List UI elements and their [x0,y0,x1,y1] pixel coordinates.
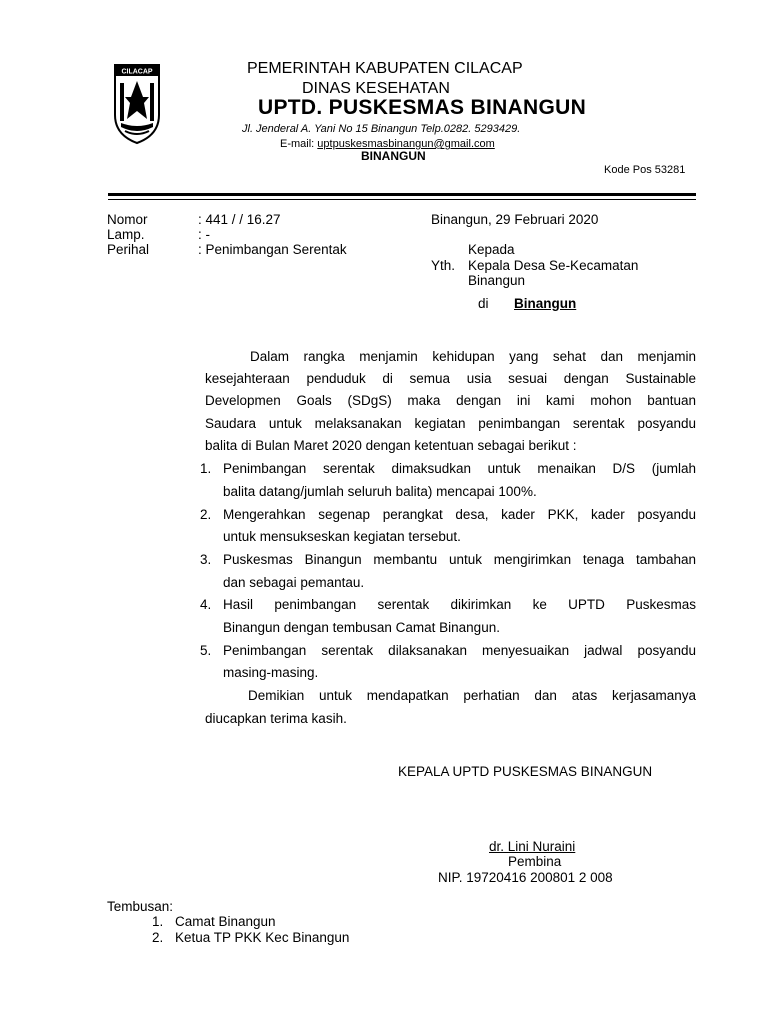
closing-line-1: Demikian untuk mendapatkan perhatian dan atas kerjasamanya [248,688,696,703]
item-3-line-1: Puskesmas Binangun membantu untuk mengirimkan tenaga tambahan [223,552,696,567]
closing-line-2: diucapkan terima kasih. [205,711,347,726]
government-heading: PEMERINTAH KABUPATEN CILACAP [247,60,523,77]
recipient-yth: Yth. [431,258,456,273]
email-label: E-mail: [280,138,315,150]
perihal-value: : Penimbangan Serentak [198,242,347,257]
item-4-line-1: Hasil penimbangan serentak dikirimkan ke UPTD Puskesmas [223,597,696,612]
nomor-label: Nomor [107,212,148,227]
email-link[interactable]: uptpuskesmasbinangun@gmail.com [317,138,495,150]
nomor-value: : 441 / / 16.27 [198,212,281,227]
recipient-di: di [478,296,489,311]
letterhead-rule-thick [108,193,696,196]
regency-logo [113,63,161,145]
cc-label: Tembusan: [107,899,174,914]
signatory-title: KEPALA UPTD PUSKESMAS BINANGUN [398,764,653,779]
item-1-number: 1. [200,461,212,476]
lamp-label: Lamp. [107,227,145,242]
item-1-line-1: Penimbangan serentak dimaksudkan untuk menaikan D/S (jumlah [223,461,696,476]
item-4-number: 4. [200,597,212,612]
item-5-line-1: Penimbangan serentak dilaksanakan menyesuaikan jadwal posyandu [223,643,696,658]
item-3-line-2: dan sebagai pemantau. [223,575,365,590]
cc-item-1: Camat Binangun [175,914,276,929]
item-5-line-2: masing-masing. [223,665,319,680]
perihal-label: Perihal [107,242,150,257]
logo-text: CILACAP [121,68,153,76]
item-1-line-2: balita datang/jumlah seluruh balita) mencapai 100%. [223,484,537,499]
cc-item-2: Ketua TP PKK Kec Binangun [175,930,350,945]
lamp-value: : - [198,227,210,242]
item-2-line-2: untuk mensukseskan kegiatan tersebut. [223,529,461,544]
address-line: Jl. Jenderal A. Yani No 15 Binangun Telp.0282. 5293429. [242,123,521,135]
signatory-nip: NIP. 19720416 200801 2 008 [438,870,613,885]
item-5-number: 5. [200,643,212,658]
department-heading: DINAS KESEHATAN [302,80,450,97]
recipient-name: Kepala Desa Se-Kecamatan [468,258,639,273]
place-date: Binangun, 29 Februari 2020 [431,212,599,227]
item-2-line-1: Mengerahkan segenap perangkat desa, kader PKK, kader posyandu [223,507,696,522]
body-line-4: Saudara untuk melaksanakan kegiatan penimbangan serentak posyandu [205,416,696,431]
body-line-1: Dalam rangka menjamin kehidupan yang sehat dan menjamin [250,349,696,364]
signatory-name: dr. Lini Nuraini [489,839,576,854]
body-line-2: kesejahteraan penduduk di semua usia sesuai dengan Sustainable [205,371,696,386]
letterhead-rule-thin [108,199,696,200]
recipient-name-2: Binangun [468,273,526,288]
body-line-3: Developmen Goals (SDgS) maka dengan ini kami mohon bantuan [205,393,696,408]
signatory-rank: Pembina [508,854,562,869]
body-line-5: balita di Bulan Maret 2020 dengan ketentuan sebagai berikut : [205,438,577,453]
cc-item-1-number: 1. [152,914,164,929]
recipient-kepada: Kepada [468,242,515,257]
item-3-number: 3. [200,552,212,567]
item-2-number: 2. [200,507,212,522]
institution-heading: UPTD. PUSKESMAS BINANGUN [258,96,587,119]
district-heading: BINANGUN [361,149,426,163]
postal-code: Kode Pos 53281 [604,164,686,176]
cc-item-2-number: 2. [152,930,164,945]
recipient-location: Binangun [514,296,577,311]
item-4-line-2: Binangun dengan tembusan Camat Binangun. [223,620,500,635]
